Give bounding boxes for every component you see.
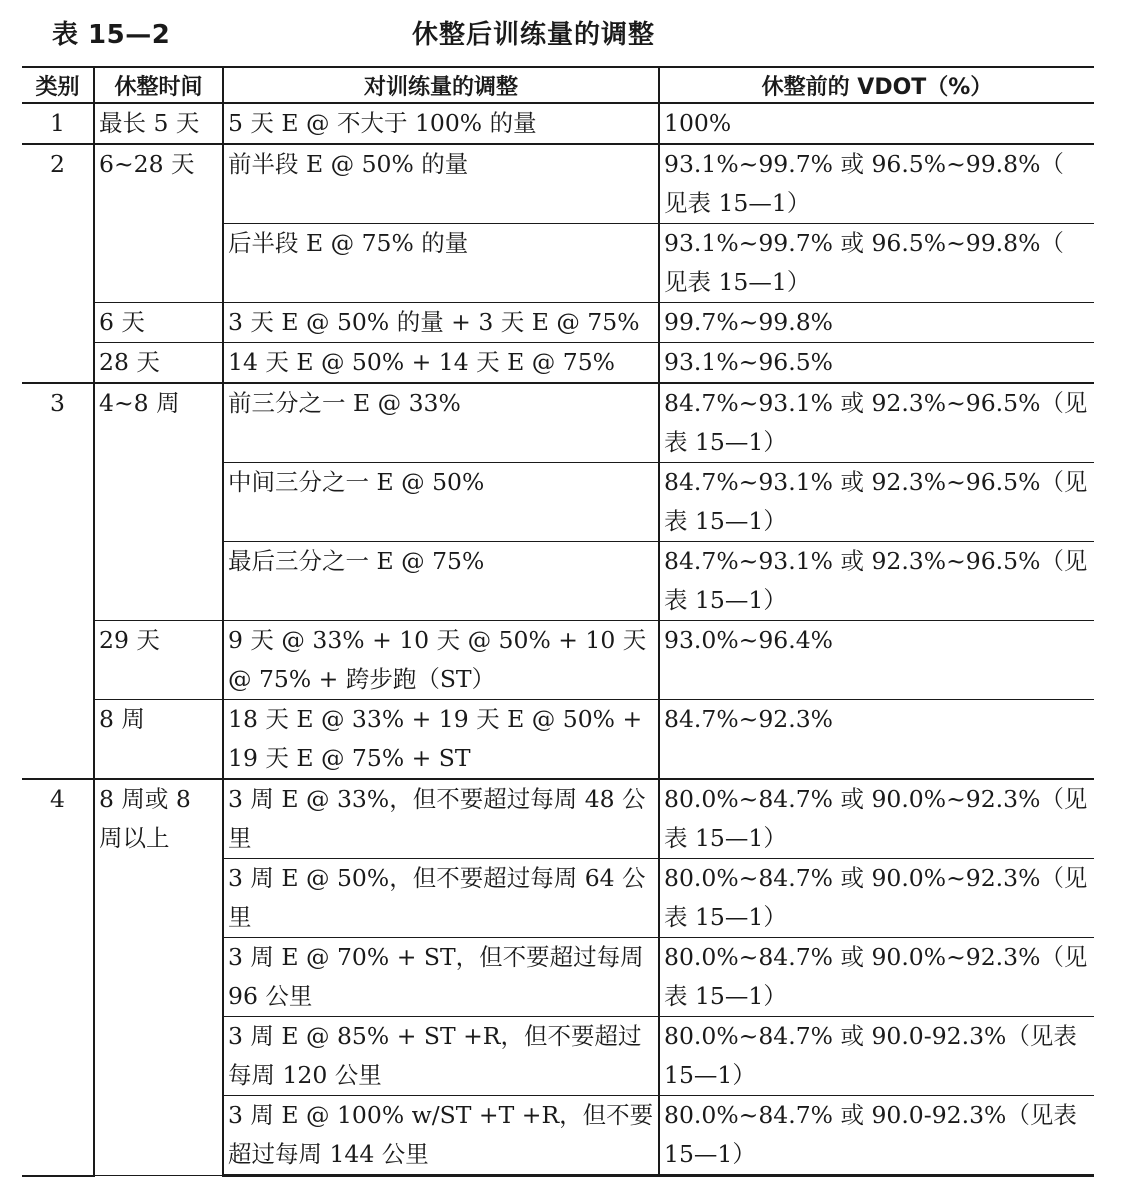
adjustment-cell: 前半段 E @ 50% 的量 (223, 144, 659, 224)
column-header-category: 类别 (22, 67, 94, 103)
adjustment-cell: 3 周 E @ 100% w/ST +T +R，但不要超过每周 144 公里 (223, 1096, 659, 1176)
duration-cell: 6 天 (94, 303, 223, 343)
table-row (22, 343, 1094, 384)
vdot-cell: 84.7%~93.1% 或 92.3%~96.5%（见表 15—1） (659, 542, 1094, 621)
training-adjustment-table (22, 66, 1094, 1177)
adjustment-cell: 最后三分之一 E @ 75% (223, 542, 659, 621)
vdot-cell: 84.7%~93.1% 或 92.3%~96.5%（见表 15—1） (659, 463, 1094, 542)
adjustment-cell: 后半段 E @ 75% 的量 (223, 224, 659, 303)
vdot-cell: 100% (659, 103, 1094, 144)
table-row (22, 303, 1094, 343)
adjustment-cell: 3 天 E @ 50% 的量 + 3 天 E @ 75% (223, 303, 659, 343)
vdot-cell: 93.0%~96.4% (659, 621, 1094, 700)
table-row (22, 224, 1094, 303)
vdot-cell: 80.0%~84.7% 或 90.0-92.3%（见表 15—1） (659, 1096, 1094, 1176)
duration-cell: 最长 5 天 (94, 103, 223, 144)
adjustment-cell: 3 周 E @ 50%，但不要超过每周 64 公里 (223, 859, 659, 938)
table-row (22, 383, 1094, 463)
vdot-cell: 84.7%~93.1% 或 92.3%~96.5%（见表 15—1） (659, 383, 1094, 463)
table-row (22, 700, 1094, 780)
adjustment-cell: 3 周 E @ 33%，但不要超过每周 48 公里 (223, 779, 659, 859)
adjustment-cell: 3 周 E @ 70% + ST，但不要超过每周 96 公里 (223, 938, 659, 1017)
column-header-duration: 休整时间 (94, 67, 223, 103)
vdot-cell: 80.0%~84.7% 或 90.0-92.3%（见表 15—1） (659, 1017, 1094, 1096)
category-cell: 2 (22, 144, 94, 383)
table-row (22, 144, 1094, 224)
duration-cell (94, 224, 223, 303)
vdot-cell: 93.1%~99.7% 或 96.5%~99.8%（ 见表 15—1） (659, 144, 1094, 224)
duration-cell: 8 周或 8 周以上 (94, 779, 223, 1176)
duration-cell: 6~28 天 (94, 144, 223, 224)
vdot-cell: 80.0%~84.7% 或 90.0%~92.3%（见表 15—1） (659, 859, 1094, 938)
adjustment-cell: 5 天 E @ 不大于 100% 的量 (223, 103, 659, 144)
table-row (22, 103, 1094, 144)
duration-cell: 8 周 (94, 700, 223, 780)
table-title: 休整后训练量的调整 (412, 20, 656, 50)
duration-cell: 28 天 (94, 343, 223, 384)
vdot-cell: 99.7%~99.8% (659, 303, 1094, 343)
category-cell: 1 (22, 103, 94, 144)
column-header-vdot: 休整前的 VDOT（%） (659, 67, 1094, 103)
vdot-cell: 80.0%~84.7% 或 90.0%~92.3%（见表 15—1） (659, 938, 1094, 1017)
vdot-cell: 93.1%~96.5% (659, 343, 1094, 384)
table-row (22, 779, 1094, 859)
table-number: 表 15—2 (52, 20, 171, 50)
adjustment-cell: 14 天 E @ 50% + 14 天 E @ 75% (223, 343, 659, 384)
vdot-cell: 80.0%~84.7% 或 90.0%~92.3%（见表 15—1） (659, 779, 1094, 859)
header-row (22, 67, 1094, 103)
adjustment-cell: 3 周 E @ 85% + ST +R，但不要超过每周 120 公里 (223, 1017, 659, 1096)
adjustment-cell: 18 天 E @ 33% + 19 天 E @ 50% +19 天 E @ 75% + ST (223, 700, 659, 780)
adjustment-cell: 前三分之一 E @ 33% (223, 383, 659, 463)
adjustment-cell: 中间三分之一 E @ 50% (223, 463, 659, 542)
vdot-cell: 84.7%~92.3% (659, 700, 1094, 780)
duration-cell: 29 天 (94, 621, 223, 700)
vdot-cell: 93.1%~99.7% 或 96.5%~99.8%（ 见表 15—1） (659, 224, 1094, 303)
column-header-adjustment: 对训练量的调整 (223, 67, 659, 103)
category-cell: 3 (22, 383, 94, 779)
category-cell: 4 (22, 779, 94, 1176)
table-row (22, 621, 1094, 700)
duration-cell: 4~8 周 (94, 383, 223, 621)
adjustment-cell: 9 天 @ 33% + 10 天 @ 50% + 10 天 @ 75% + 跨步跑（ST） (223, 621, 659, 700)
